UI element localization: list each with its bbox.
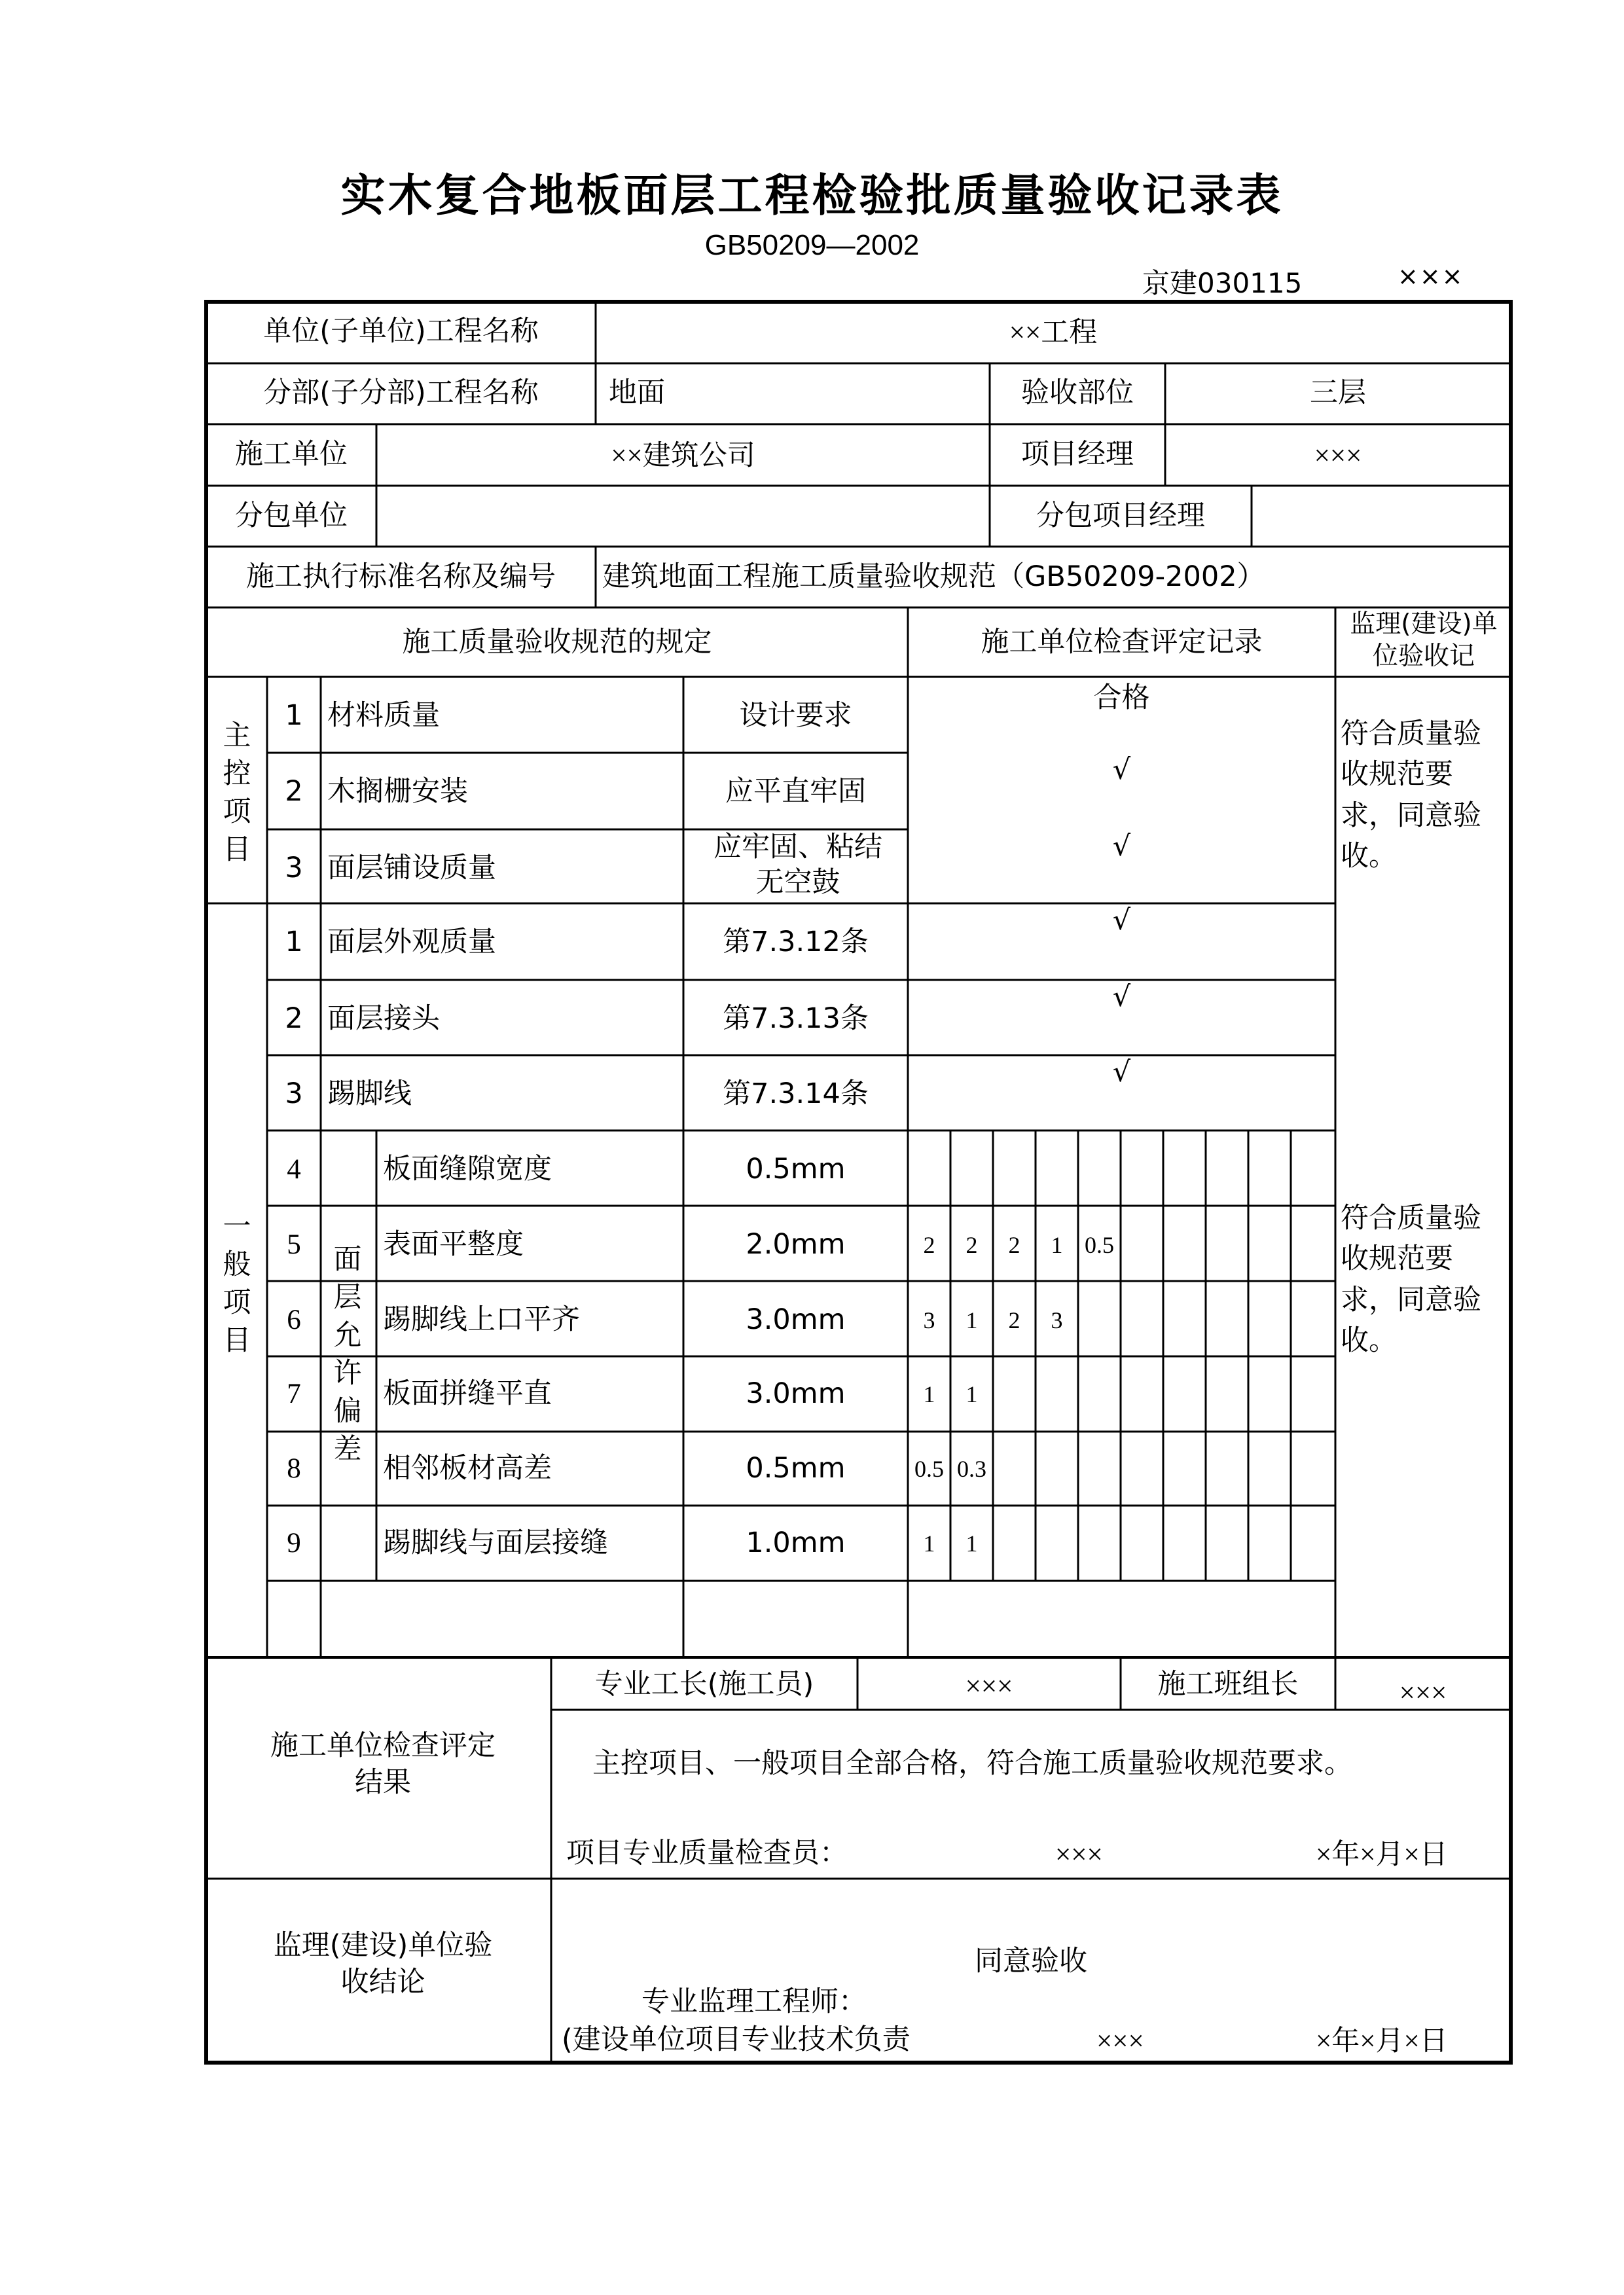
- sub-project-label: 分部(子分部)工程名称: [263, 376, 539, 409]
- measured-value: 1: [965, 1381, 978, 1407]
- contractor-conclusion: 主控项目、一般项目全部合格，符合施工质量验收规范要求。: [592, 1747, 1352, 1780]
- deviation-item-no: 6: [287, 1305, 301, 1335]
- general-item-name: 面层接头: [327, 1002, 440, 1035]
- measured-value: 0.5: [1085, 1232, 1114, 1258]
- main-item-req: 设计要求: [739, 699, 852, 732]
- general-items-label: 一般项目: [223, 1210, 251, 1358]
- sub-project-value: 地面: [609, 376, 665, 409]
- standard-value: 建筑地面工程施工质量验收规范（GB50209-2002）: [602, 560, 1265, 593]
- main-item-no: 2: [285, 775, 303, 808]
- main-item-name: 面层铺设质量: [327, 852, 496, 884]
- inspector-label: 项目专业质量检查员：: [566, 1837, 848, 1870]
- main-item-no: 1: [285, 699, 303, 732]
- foreman-label: 专业工长(施工员): [594, 1668, 814, 1701]
- measured-value: 0.3: [957, 1456, 986, 1482]
- deviation-item-req: 0.5mm: [746, 1452, 846, 1485]
- acceptance-part-value: 三层: [1310, 376, 1366, 409]
- main-item-record: √: [1112, 830, 1131, 863]
- measured-value: 1: [965, 1530, 978, 1557]
- main-item-record: 合格: [1093, 681, 1150, 714]
- main-item-no: 3: [285, 852, 303, 884]
- measured-value: 2: [965, 1232, 978, 1258]
- acceptance-part-label: 验收部位: [1021, 376, 1134, 409]
- measured-value: 0.5: [914, 1456, 944, 1482]
- deviation-item-no: 4: [287, 1154, 301, 1185]
- main-item-name: 材料质量: [327, 699, 440, 732]
- standard-label: 施工执行标准名称及编号: [246, 560, 556, 593]
- supervision-date: ×年×月×日: [1316, 2026, 1448, 2057]
- deviation-item-name: 踢脚线与面层接缝: [383, 1527, 608, 1559]
- spec-column-header: 施工质量验收规范的规定: [402, 626, 712, 659]
- form-mark: ×××: [1398, 262, 1464, 291]
- engineer-label: 专业监理工程师：: [641, 1985, 867, 2018]
- owner-label: (建设单位项目专业技术负责: [562, 2023, 911, 2056]
- record-column-header: 施工单位检查评定记录: [981, 626, 1263, 659]
- deviation-item-name: 表面平整度: [383, 1228, 524, 1261]
- inspector-value: ×××: [1055, 1839, 1103, 1870]
- general-item-no: 1: [285, 926, 303, 958]
- deviation-item-no: 8: [287, 1453, 301, 1484]
- general-item-record: √: [1112, 981, 1131, 1013]
- main-supervision-note: 符合质量验收规范要求，同意验收。: [1341, 717, 1481, 873]
- main-item-record: √: [1112, 753, 1131, 786]
- general-item-no: 2: [285, 1002, 303, 1035]
- main-item-req: 应牢固、粘结无空鼓: [713, 831, 882, 899]
- measured-value: 2: [1008, 1307, 1020, 1333]
- pm-label: 项目经理: [1021, 438, 1134, 471]
- main-item-req: 应平直牢固: [725, 775, 866, 808]
- contractor-result-label: 施工单位检查评定结果: [270, 1729, 496, 1799]
- measured-value: 1: [923, 1530, 935, 1557]
- pm-value: ×××: [1314, 441, 1362, 471]
- deviation-item-req: 2.0mm: [746, 1228, 846, 1261]
- team-leader-value: ×××: [1399, 1678, 1447, 1708]
- standard-code: GB50209—2002: [704, 229, 920, 261]
- general-item-name: 面层外观质量: [327, 926, 496, 958]
- contractor-date: ×年×月×日: [1316, 1839, 1448, 1870]
- measured-value: 1: [965, 1307, 978, 1333]
- general-item-record: √: [1112, 904, 1131, 937]
- form-code: 京建030115: [1142, 267, 1303, 299]
- deviation-item-req: 3.0mm: [746, 1303, 846, 1336]
- deviation-item-name: 踢脚线上口平齐: [383, 1303, 580, 1336]
- unit-project-label: 单位(子单位)工程名称: [263, 315, 539, 348]
- deviation-item-name: 板面缝隙宽度: [383, 1153, 552, 1185]
- deviation-item-no: 5: [287, 1229, 301, 1260]
- deviation-item-req: 1.0mm: [746, 1527, 846, 1559]
- team-leader-label: 施工班组长: [1157, 1668, 1299, 1701]
- deviation-item-req: 0.5mm: [746, 1153, 846, 1185]
- general-item-req: 第7.3.13条: [723, 1002, 869, 1035]
- deviation-item-req: 3.0mm: [746, 1377, 846, 1410]
- general-item-req: 第7.3.12条: [723, 926, 869, 958]
- measured-value: 3: [1051, 1307, 1063, 1333]
- general-item-name: 踢脚线: [327, 1077, 412, 1110]
- subcontractor-label: 分包单位: [235, 499, 348, 532]
- deviation-item-name: 相邻板材高差: [383, 1452, 552, 1485]
- unit-project-value: ××工程: [1009, 317, 1098, 348]
- deviation-item-no: 7: [287, 1379, 301, 1409]
- supervision-result-label: 监理(建设)单位验收结论: [273, 1929, 493, 1998]
- general-item-record: √: [1112, 1056, 1131, 1089]
- foreman-value: ×××: [965, 1671, 1013, 1702]
- general-item-req: 第7.3.14条: [723, 1077, 869, 1110]
- supervision-column-header: 监理(建设)单位验收记: [1350, 609, 1498, 671]
- contractor-label: 施工单位: [235, 438, 348, 471]
- supervision-conclusion: 同意验收: [975, 1945, 1087, 1978]
- measured-value: 2: [1008, 1232, 1020, 1258]
- main-item-name: 木搁栅安装: [327, 775, 468, 808]
- measured-value: 1: [1051, 1232, 1063, 1258]
- main-items-label: 主控项目: [223, 719, 251, 867]
- general-supervision-note: 符合质量验收规范要求，同意验收。: [1341, 1202, 1481, 1358]
- page-title: 实木复合地板面层工程检验批质量验收记录表: [340, 170, 1284, 222]
- supervision-signer: ×××: [1096, 2026, 1144, 2057]
- contractor-value: ××建筑公司: [611, 441, 755, 471]
- sub-pm-label: 分包项目经理: [1036, 499, 1205, 532]
- deviation-item-no: 9: [287, 1528, 301, 1559]
- deviation-item-name: 板面拼缝平直: [383, 1377, 552, 1410]
- measured-value: 1: [923, 1381, 935, 1407]
- deviation-label: 面层允许偏差: [333, 1243, 362, 1466]
- measured-value: 3: [923, 1307, 935, 1333]
- measured-value: 2: [923, 1232, 935, 1258]
- general-item-no: 3: [285, 1077, 303, 1110]
